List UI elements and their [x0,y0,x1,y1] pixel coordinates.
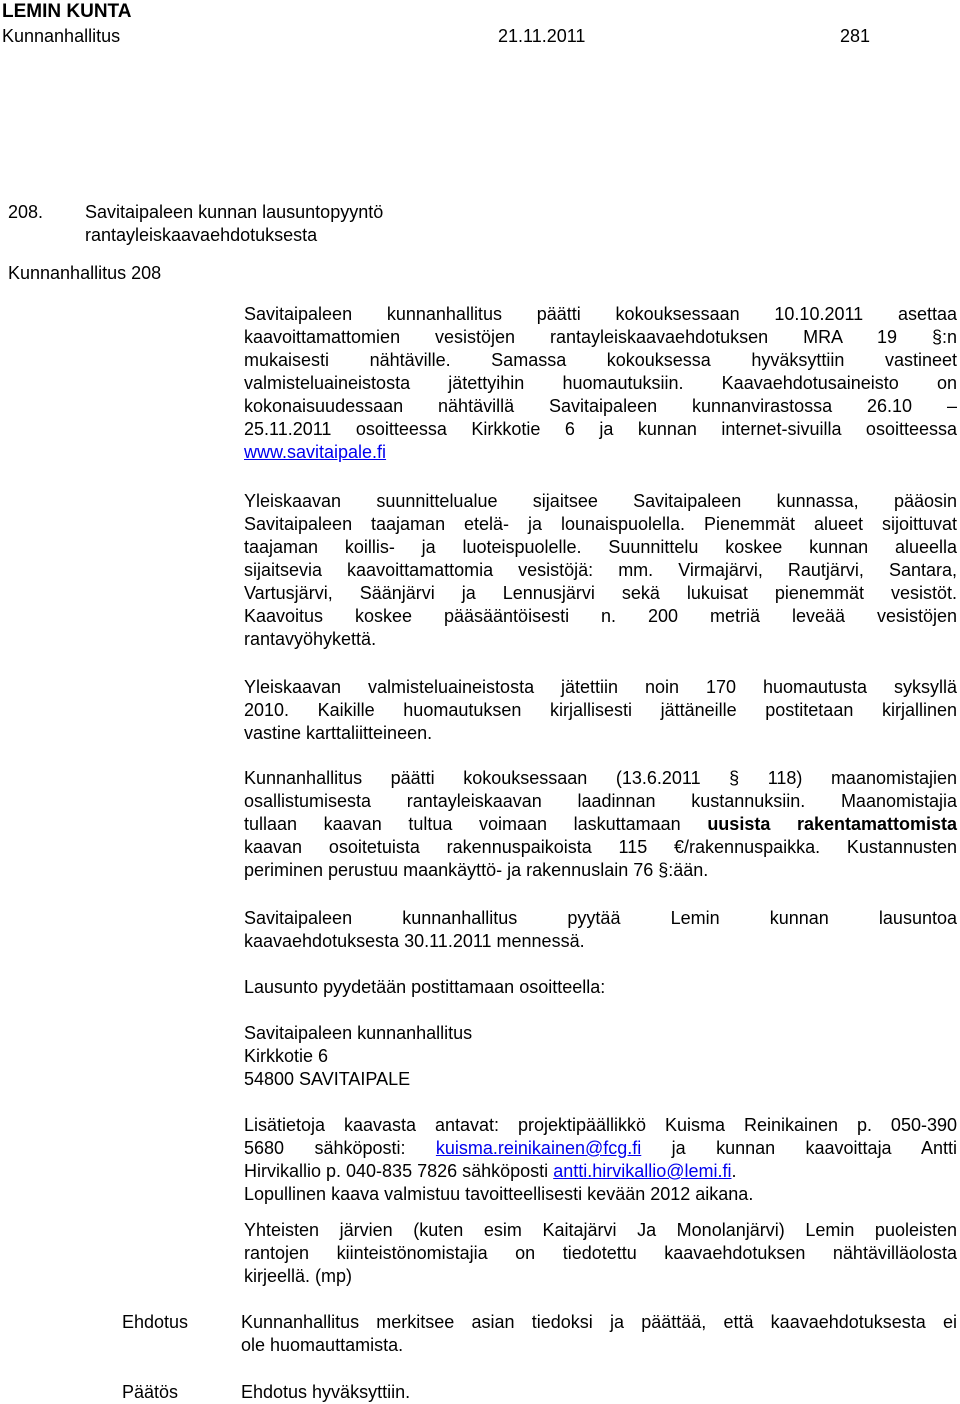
paragraph-1-line: valmisteluaineistosta jätettyihin huomautuksiin. Kaavaehdotusaineisto on [244,373,957,393]
paragraph-7-line [244,1160,957,1183]
paragraph-2 [244,490,957,651]
paragraph-4 [244,767,957,882]
paragraph-7-line: Lopullinen kaava valmistuu tavoitteellisesti kevään 2012 aikana. [244,1184,754,1204]
email-link-hirvikallio[interactable]: antti.hirvikallio@lemi.fi [553,1161,732,1181]
paragraph-7-text: . [731,1161,737,1181]
meeting-date: 21.11.2011 [498,26,586,46]
decision-label: Päätös [122,1382,179,1402]
paragraph-7-line: Lisätietoja kaavasta antavat: projektipäällikkö Kuisma Reinikainen p. 050-390 [244,1115,957,1135]
paragraph-1-line: kaavoittamattomien vesistöjen rantayleiskaavaehdotuksen MRA 19 §:n [244,327,957,347]
paragraph-4-line: periminen perustuu maankäyttö- ja rakennuslain 76 §:ään. [244,860,709,880]
proposal-text-line: Kunnanhallitus merkitsee asian tiedoksi ja päättää, että kaavaehdotuksesta ei [241,1312,957,1332]
item-reference: Kunnanhallitus 208 [8,263,162,283]
paragraph-7-line [244,1137,957,1160]
paragraph-3-line: vastine karttaliitteineen. [244,723,433,743]
paragraph-7 [244,1114,957,1206]
paragraph-2-line: rantavyöhykettä. [244,629,377,649]
paragraph-1-line: Savitaipaleen kunnanhallitus päätti kokouksessaan 10.10.2011 asettaa [244,304,957,324]
paragraph-8-line: Yhteisten järvien (kuten esim Kaitajärvi Ja Monolanjärvi) Lemin puoleisten [244,1220,957,1240]
emphasized-text: uusista rakentamattomista [707,814,958,834]
page-number: 281 [840,26,871,46]
paragraph-3-line: 2010. Kaikille huomautuksen kirjallisesti jättäneille postitetaan kirjallinen [244,700,957,720]
paragraph-2-line: Kaavoitus koskee pääsääntöisesti n. 200 metriä leveää vesistöjen [244,606,957,626]
address-line: Savitaipaleen kunnanhallitus [244,1023,473,1043]
address-line: Kirkkotie 6 [244,1046,329,1066]
paragraph-2-line: Savitaipaleen taajaman etelä- ja lounaispuolella. Pienemmät alueet sijoittuvat [244,514,957,534]
decision-text: Ehdotus hyväksyttiin. [241,1382,411,1402]
paragraph-4-line: kaavan osoitetuista rakennuspaikoista 115 €/rakennuspaikka. Kustannusten [244,837,957,857]
proposal-text [241,1311,957,1357]
paragraph-2-line: Vartusjärvi, Säänjärvi ja Lennusjärvi sekä lukuisat pienemmät vesistöt. [244,583,957,603]
paragraph-8-line: rantojen kiinteistönomistajia on tiedotettu kaavaehdotuksen nähtävilläolosta [244,1243,957,1263]
paragraph-4-line: Kunnanhallitus päätti kokouksessaan (13.6.2011 § 118) maanomistajien [244,768,957,788]
paragraph-8-line: kirjeellä. (mp) [244,1266,353,1286]
paragraph-5 [244,907,957,953]
savitaipale-website-link[interactable]: www.savitaipale.fi [244,442,387,462]
paragraph-6: Lausunto pyydetään postittamaan osoitteella: [244,977,606,997]
email-link-reinikainen[interactable]: kuisma.reinikainen@fcg.fi [435,1138,642,1158]
paragraph-2-line: sijaitsevia kaavoittamattomia vesistöjä: mm. Virmajärvi, Rautjärvi, Santara, [244,560,957,580]
paragraph-3 [244,676,957,745]
proposal-label: Ehdotus [122,1312,189,1332]
paragraph-1 [244,303,957,464]
paragraph-5-line: Savitaipaleen kunnanhallitus pyytää Lemin kunnan lausuntoa [244,908,957,928]
paragraph-4-text: tullaan kaavan tultua voimaan laskuttamaan [244,814,708,834]
paragraph-7-text: 5680 sähköposti: [244,1138,436,1158]
paragraph-4-line: osallistumisesta rantayleiskaavan laadinnan kustannuksiin. Maanomistajia [244,791,957,811]
paragraph-1-line: 25.11.2011 osoitteessa Kirkkotie 6 ja kunnan internet-sivuilla osoitteessa [244,419,957,439]
organization-name: LEMIN KUNTA [2,1,132,22]
paragraph-2-line: taajaman koillis- ja luoteispuolelle. Suunnittelu koskee kunnan alueella [244,537,957,557]
paragraph-5-line: kaavaehdotuksesta 30.11.2011 mennessä. [244,931,585,951]
item-number: 208. [8,202,44,222]
proposal-text-line: ole huomauttamista. [241,1335,404,1355]
paragraph-4-line [244,813,957,836]
paragraph-2-line: Yleiskaavan suunnittelualue sijaitsee Savitaipaleen kunnassa, pääosin [244,491,957,511]
paragraph-3-line: Yleiskaavan valmisteluaineistosta jätettiin noin 170 huomautusta syksyllä [244,677,957,697]
paragraph-1-line: kokonaisuudessaan nähtävillä Savitaipaleen kunnanvirastossa 26.10 – [244,396,957,416]
paragraph-7-text: ja kunnan kaavoittaja Antti [641,1138,957,1158]
address-line: 54800 SAVITAIPALE [244,1069,411,1089]
paragraph-8 [244,1219,957,1288]
paragraph-1-line: mukaisesti nähtäville. Samassa kokouksessa hyväksyttiin vastineet [244,350,957,370]
paragraph-7-text: Hirvikallio p. 040-835 7826 sähköposti [244,1161,554,1181]
item-title-line-2: rantayleiskaavaehdotuksesta [85,225,318,245]
item-title-line-1: Savitaipaleen kunnan lausuntopyyntö [85,202,384,222]
body-name: Kunnanhallitus [2,26,121,46]
